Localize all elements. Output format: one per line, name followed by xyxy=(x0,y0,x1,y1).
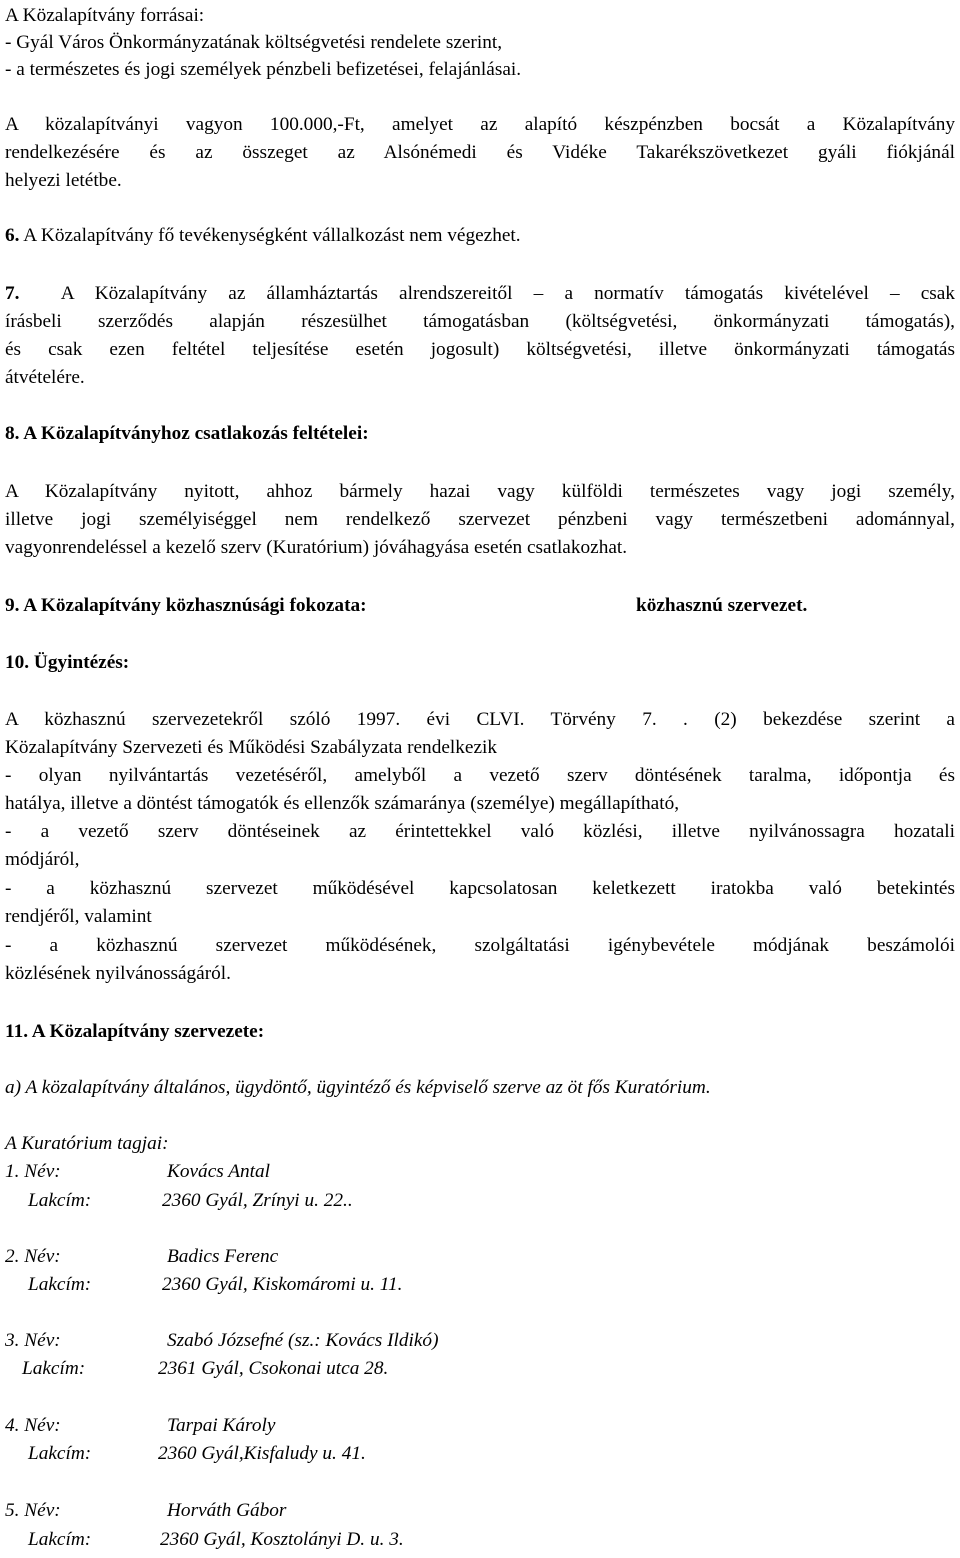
member-address: 2360 Gyál,Kisfaludy u. 41. xyxy=(158,1443,366,1464)
section-10-line: Közalapítvány Szervezeti és Működési Szabályzata rendelkezik xyxy=(5,737,498,758)
member-name: Badics Ferenc xyxy=(167,1246,279,1267)
section-7-line: és csak ezen feltétel teljesítése esetén jogosult) költségvetési, illetve önkormányzati támogatás xyxy=(5,339,955,360)
source-item: - Gyál Város Önkormányzatának költségvetési rendelete szerint, xyxy=(5,32,503,53)
member-address-label: Lakcím: xyxy=(28,1529,92,1550)
section-8-line: vagyonrendeléssel a kezelő szerv (Kuratórium) jóváhagyása esetén csatlakozhat. xyxy=(5,537,628,558)
member-name-label: 1. Név: xyxy=(5,1161,61,1182)
section-10-line: hatálya, illetve a döntést támogatók és ellenzők számaránya (személye) megállapítható, xyxy=(5,793,680,814)
member-name-row xyxy=(5,1243,955,1271)
member-name: Kovács Antal xyxy=(167,1161,271,1182)
section-7-number: 7. xyxy=(5,283,20,304)
members-heading: A Kuratórium tagjai: xyxy=(5,1133,169,1154)
section-9-value: közhasznú szervezet. xyxy=(636,595,808,616)
member-name-label: 2. Név: xyxy=(5,1246,61,1267)
assets-line: helyezi letétbe. xyxy=(5,170,122,191)
member-address: 2361 Gyál, Csokonai utca 28. xyxy=(158,1358,389,1379)
section-6-number: 6. xyxy=(5,225,20,246)
member-address-row xyxy=(28,1271,928,1299)
section-8-line: A Közalapítvány nyitott, ahhoz bármely hazai vagy külföldi természetes vagy jogi személy, xyxy=(5,481,955,502)
member-address-label: Lakcím: xyxy=(28,1443,92,1464)
member-name: Tarpai Károly xyxy=(167,1415,276,1436)
member-address-row xyxy=(28,1526,928,1554)
section-8-heading: 8. A Közalapítványhoz csatlakozás feltételei: xyxy=(5,423,369,444)
member-name: Horváth Gábor xyxy=(167,1500,287,1521)
section-10-line: - olyan nyilvántartás vezetéséről, amelyből a vezető szerv döntésének taralma, időpontja és xyxy=(5,765,955,786)
member-name-label: 5. Név: xyxy=(5,1500,61,1521)
section-7-line: írásbeli szerződés alapján részesülhet támogatásban (költségvetési, önkormányzati támogatás), xyxy=(5,311,955,332)
section-10-line: rendjéről, valamint xyxy=(5,906,152,927)
member-name-label: 3. Név: xyxy=(5,1330,61,1351)
member-name-row xyxy=(5,1412,955,1440)
member-address: 2360 Gyál, Kiskomáromi u. 11. xyxy=(162,1274,403,1295)
member-address: 2360 Gyál, Zrínyi u. 22.. xyxy=(162,1190,353,1211)
section-10-line: - a közhasznú szervezet működésének, szolgáltatási igénybevétele módjának beszámolói xyxy=(5,935,955,956)
section-9-heading: 9. A Közalapítvány közhasznúsági fokozata: xyxy=(5,595,367,616)
member-name-row xyxy=(5,1327,955,1355)
member-address-label: Lakcím: xyxy=(28,1190,92,1211)
member-address: 2360 Gyál, Kosztolányi D. u. 3. xyxy=(160,1529,404,1550)
section-7-line xyxy=(5,280,955,308)
member-address-row xyxy=(28,1440,928,1468)
section-10-line: - a közhasznú szervezet működésével kapcsolatosan keletkezett iratokba való betekintés xyxy=(5,878,955,899)
assets-line: A közalapítványi vagyon 100.000,-Ft, amelyet az alapító készpénzben bocsát a Közalapítvány xyxy=(5,114,955,135)
member-name-row xyxy=(5,1158,955,1186)
section-10-heading: 10. Ügyintézés: xyxy=(5,652,130,673)
member-address-label: Lakcím: xyxy=(28,1274,92,1295)
source-item: - a természetes és jogi személyek pénzbeli befizetései, felajánlásai. xyxy=(5,59,522,80)
member-address-row xyxy=(22,1355,922,1383)
section-10-line: A közhasznú szervezetekről szóló 1997. évi CLVI. Törvény 7. . (2) bekezdése szerint a xyxy=(5,709,955,730)
section-10-line: közlésének nyilvánosságáról. xyxy=(5,963,231,984)
member-address-label: Lakcím: xyxy=(22,1358,86,1379)
section-10-line: módjáról, xyxy=(5,849,80,870)
section-10-line: - a vezető szerv döntéseinek az érintettekkel való közlési, illetve nyilvánossagra hozatali xyxy=(5,821,955,842)
assets-line: rendelkezésére és az összeget az Alsónémedi és Vidéke Takarékszövetkezet gyáli fiókjánál xyxy=(5,142,955,163)
section-11-heading: 11. A Közalapítvány szervezete: xyxy=(5,1021,265,1042)
member-name-row xyxy=(5,1497,955,1525)
member-name-label: 4. Név: xyxy=(5,1415,61,1436)
member-name: Szabó Józsefné (sz.: Kovács Ildikó) xyxy=(167,1330,439,1351)
section-8-line: illetve jogi személyiséggel nem rendelkező szervezet pénzbeni vagy természetbeni adománnyal, xyxy=(5,509,955,530)
section-6-text: A Közalapítvány fő tevékenységként vállalkozást nem végezhet. xyxy=(23,225,521,246)
section-11-a-text: a) A közalapítvány általános, ügydöntő, ügyintéző és képviselő szerve az öt fős Kuratórium. xyxy=(5,1077,711,1098)
member-address-row xyxy=(28,1187,928,1215)
section-7-line: átvételére. xyxy=(5,367,85,388)
sources-heading: A Közalapítvány forrásai: xyxy=(5,5,205,26)
section-7-text: A Közalapítvány az államháztartás alrendszereitől – a normatív támogatás kivételével – csak xyxy=(60,283,956,304)
section-6 xyxy=(5,222,521,250)
